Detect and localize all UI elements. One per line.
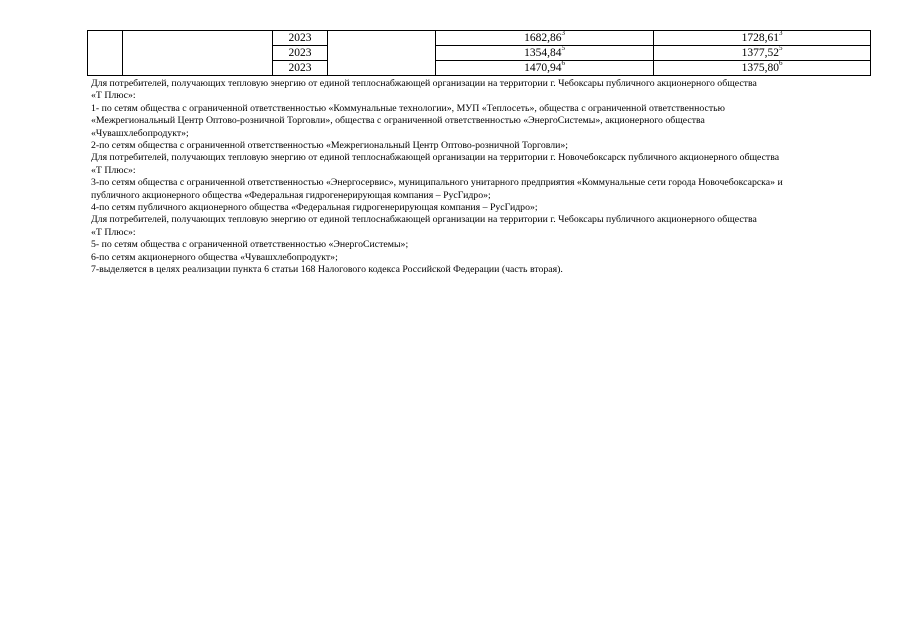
footnote-line: «Т Плюс»:	[91, 226, 136, 238]
footnote-line: «Чувашхлебопродукт»;	[91, 127, 189, 139]
footnote-ref: 3	[778, 30, 783, 37]
footnote-line: 5- по сетям общества с ограниченной ответственностью «ЭнергоСистемы»;	[91, 239, 409, 251]
year-cell: 2023	[273, 31, 328, 46]
tariff-value-cell	[436, 31, 654, 46]
year-cell: 2023	[273, 61, 328, 76]
tariff-value: 1682,86	[524, 31, 562, 44]
tariff-value: 1354,84	[524, 46, 562, 59]
table-cell-empty	[328, 31, 436, 76]
table-row	[88, 31, 871, 46]
footnote-line: «Т Плюс»:	[91, 164, 136, 176]
table-cell-empty	[88, 31, 123, 76]
tariff-value-cell	[654, 31, 871, 46]
footnote-ref: 6	[778, 60, 783, 67]
footnote-ref: 5	[778, 45, 783, 52]
footnote-ref: 5	[561, 45, 565, 52]
tariff-value: 1728,61	[741, 31, 779, 44]
footnote-line: 4-по сетям публичного акционерного общества «Федеральная гидрогенерирующая компания – РусГидро»;	[91, 202, 538, 214]
footnote-line: Для потребителей, получающих тепловую энергию от единой теплоснабжающей организации на территории г. Чебоксары публичного акционерного общества	[91, 214, 757, 226]
table-cell-empty	[123, 31, 273, 76]
tariff-value: 1377,52	[741, 46, 779, 59]
tariff-value: 1375,80	[741, 61, 779, 74]
footnote-line: Для потребителей, получающих тепловую энергию от единой теплоснабжающей организации на территории г. Чебоксары публичного акционерного общества	[91, 78, 757, 89]
footnote-line: 2-по сетям общества с ограниченной ответственностью «Межрегиональный Центр Оптово-розничной Торговли»;	[91, 140, 568, 152]
footnote-line: публичного акционерного общества «Федеральная гидрогенерирующая компания – РусГидро»;	[91, 189, 491, 201]
footnote-line: Для потребителей, получающих тепловую энергию от единой теплоснабжающей организации на территории г. Новочебоксарск публичного акционерного общества	[91, 152, 780, 164]
footnote-ref: 6	[561, 60, 565, 67]
tariff-value-cell	[654, 46, 871, 61]
footnote-line: 6-по сетям акционерного общества «Чувашхлебопродукт»;	[91, 251, 338, 263]
footnote-line: «Т Плюс»:	[91, 90, 136, 102]
tariff-value-cell	[436, 46, 654, 61]
tariff-value-cell	[654, 61, 871, 76]
footnote-line: 1- по сетям общества с ограниченной ответственностью «Коммунальные технологии», МУП «Теплосеть», общества с ограниченной ответственностью	[91, 102, 725, 114]
year-cell: 2023	[273, 46, 328, 61]
footnote-line: 7-выделяется в целях реализации пункта 6 статьи 168 Налогового кодекса Российской Федерации (часть вторая).	[91, 264, 563, 276]
footnote-ref: 3	[561, 30, 565, 37]
tariff-value-cell	[436, 61, 654, 76]
tariff-value: 1470,94	[524, 61, 562, 74]
footnote-line: «Межрегиональный Центр Оптово-розничной Торговли», общества с ограниченной ответственностью «ЭнергоСистемы», акционерного общества	[91, 115, 705, 127]
footnote-line: 3-по сетям общества с ограниченной ответственностью «Энергосервис», муниципального унитарного предприятия «Коммунальные сети города Новочебоксарска» и	[91, 177, 783, 189]
tariff-table	[87, 30, 871, 76]
footnotes	[91, 78, 871, 277]
